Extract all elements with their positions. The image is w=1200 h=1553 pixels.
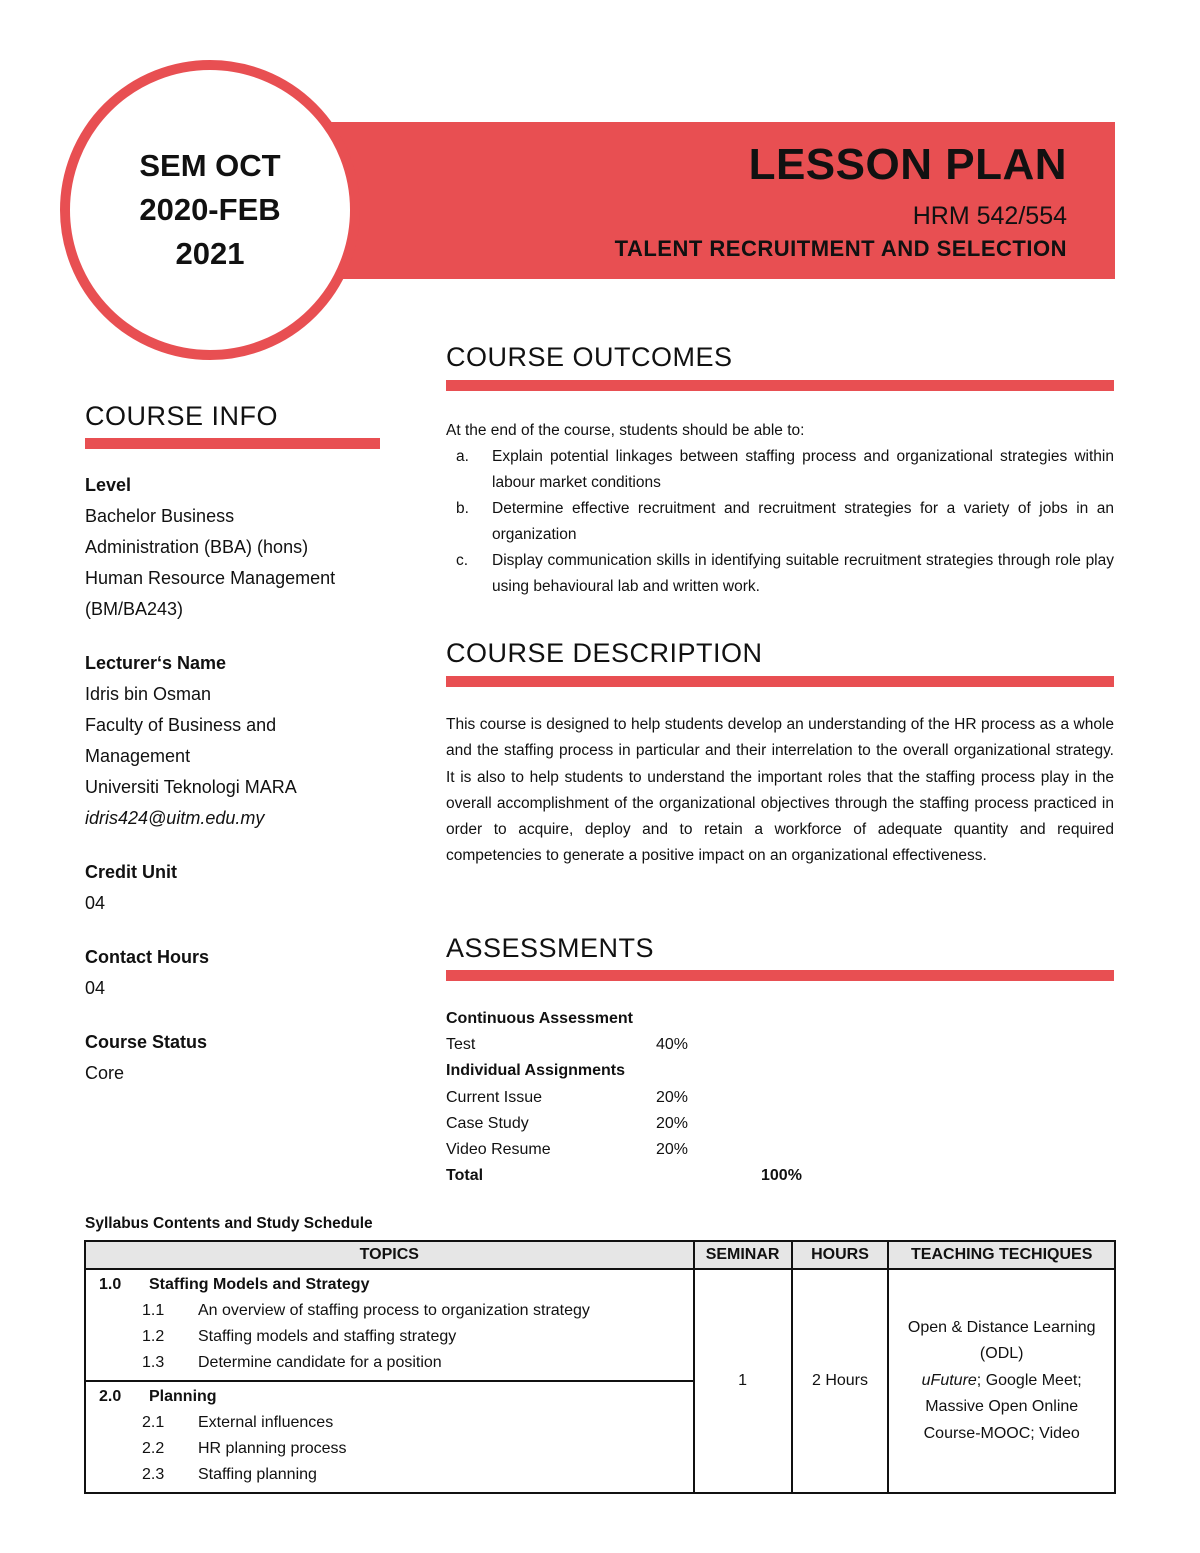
assessment-row: Video Resume 20% bbox=[446, 1141, 689, 1159]
subtopic: 1.3 Determine candidate for a position bbox=[142, 1354, 442, 1371]
seminar-cell: 1 bbox=[694, 1269, 792, 1493]
course-outcomes-divider bbox=[446, 380, 1114, 391]
assessment-row: Current Issue 20% bbox=[446, 1088, 689, 1106]
continuous-label: Continuous Assessment bbox=[446, 1010, 633, 1027]
status-value: Core bbox=[85, 1063, 125, 1083]
credit-label: Credit Unit bbox=[85, 862, 177, 882]
course-info bbox=[85, 470, 385, 1112]
topic-heading: 2.0 Planning bbox=[99, 1388, 217, 1405]
assessment-row: Test 40% bbox=[446, 1036, 689, 1054]
level-line: (BM/BA243) bbox=[85, 599, 184, 619]
list-item: b. Determine effective recruitment and recruitment strategies for a variety of jobs in an organization bbox=[456, 500, 1114, 543]
lecturer-line: Idris bin Osman bbox=[85, 684, 212, 704]
course-info-heading: COURSE INFO bbox=[85, 401, 279, 431]
semester-badge bbox=[60, 60, 360, 360]
assessment-row: Case Study 20% bbox=[446, 1114, 689, 1132]
assessments-heading: ASSESSMENTS bbox=[446, 933, 655, 963]
individual-label: Individual Assignments bbox=[446, 1062, 625, 1080]
level-line: Administration (BBA) (hons) bbox=[85, 537, 309, 557]
table-header-row bbox=[85, 1241, 1115, 1269]
credit-value: 04 bbox=[85, 893, 106, 913]
outcomes-list bbox=[446, 444, 1114, 600]
semester-line-3: 2021 bbox=[175, 236, 245, 271]
header-banner bbox=[300, 122, 1115, 279]
topic-cell bbox=[85, 1381, 694, 1493]
lecturer-label: Lecturer‘s Name bbox=[85, 653, 227, 673]
level-label: Level bbox=[85, 475, 132, 495]
course-info-divider bbox=[85, 438, 380, 449]
column-header-hours: HOURS bbox=[792, 1241, 889, 1269]
page-title: LESSON PLAN bbox=[748, 140, 1067, 189]
lecturer-line: Universiti Teknologi MARA bbox=[85, 777, 297, 797]
course-outcomes-heading: COURSE OUTCOMES bbox=[446, 342, 733, 372]
list-item: c. Display communication skills in identifying suitable recruitment strategies through role play using behavioural lab and written work. bbox=[456, 552, 1114, 595]
status-label: Course Status bbox=[85, 1032, 208, 1052]
topic-cell bbox=[85, 1269, 694, 1381]
subtopic: 2.3 Staffing planning bbox=[142, 1466, 317, 1483]
semester-line-1: SEM OCT bbox=[139, 148, 281, 183]
credit-group bbox=[85, 857, 385, 919]
lecturer-email[interactable]: idris424@uitm.edu.my bbox=[85, 808, 265, 828]
list-item: a. Explain potential linkages between staffing process and organizational strategies within labour market conditions bbox=[456, 448, 1114, 491]
contact-value: 04 bbox=[85, 978, 106, 998]
subtopic: 1.1 An overview of staffing process to organization strategy bbox=[142, 1302, 590, 1319]
subtopic: 2.2 HR planning process bbox=[142, 1440, 347, 1457]
course-description-heading: COURSE DESCRIPTION bbox=[446, 638, 763, 668]
topic-heading: 1.0 Staffing Models and Strategy bbox=[99, 1276, 370, 1293]
assessments bbox=[446, 1006, 802, 1189]
level-group bbox=[85, 470, 385, 625]
column-header-teaching: TEACHING TECHIQUES bbox=[888, 1241, 1115, 1269]
subtopic: 1.2 Staffing models and staffing strategy bbox=[142, 1328, 457, 1345]
teaching-cell: Open & Distance Learning (ODL) uFuture; Google Meet; Massive Open Online Course-MOOC; Video bbox=[888, 1269, 1115, 1493]
column-header-topics: TOPICS bbox=[85, 1241, 694, 1269]
contact-group bbox=[85, 942, 385, 1004]
syllabus-table bbox=[84, 1240, 1116, 1494]
subtopic: 2.1 External influences bbox=[142, 1414, 334, 1431]
level-line: Human Resource Management bbox=[85, 568, 336, 588]
course-outcomes bbox=[446, 418, 1114, 600]
contact-label: Contact Hours bbox=[85, 947, 210, 967]
course-description-text: This course is designed to help students develop an understanding of the HR process as a whole and the staffing process in particular and their interrelation to the overall organizational strategy. It is also to help students to understand the important roles that the staffing process play in the overall accomplishment of the organizational objectives through the staffing process practiced in order to acquire, deploy and to retain a workforce of adequate quantity and required competencies to generate a positive impact on an organizational effectiveness. bbox=[446, 716, 1114, 865]
status-group bbox=[85, 1027, 385, 1089]
lecturer-line: Management bbox=[85, 746, 191, 766]
syllabus-title: Syllabus Contents and Study Schedule bbox=[85, 1215, 373, 1232]
lecturer-line: Faculty of Business and bbox=[85, 715, 277, 735]
table-row bbox=[85, 1269, 1115, 1381]
course-name: TALENT RECRUITMENT AND SELECTION bbox=[614, 236, 1067, 261]
column-header-seminar: SEMINAR bbox=[694, 1241, 792, 1269]
assessments-divider bbox=[446, 970, 1114, 981]
level-line: Bachelor Business bbox=[85, 506, 235, 526]
assessment-total-row: Total 100% bbox=[446, 1167, 802, 1185]
lecturer-group bbox=[85, 648, 385, 834]
hours-cell: 2 Hours bbox=[792, 1269, 889, 1493]
course-description-divider bbox=[446, 676, 1114, 687]
outcomes-intro: At the end of the course, students should be able to: bbox=[446, 422, 805, 439]
course-code: HRM 542/554 bbox=[912, 202, 1067, 230]
semester-line-2: 2020-FEB bbox=[139, 192, 281, 227]
